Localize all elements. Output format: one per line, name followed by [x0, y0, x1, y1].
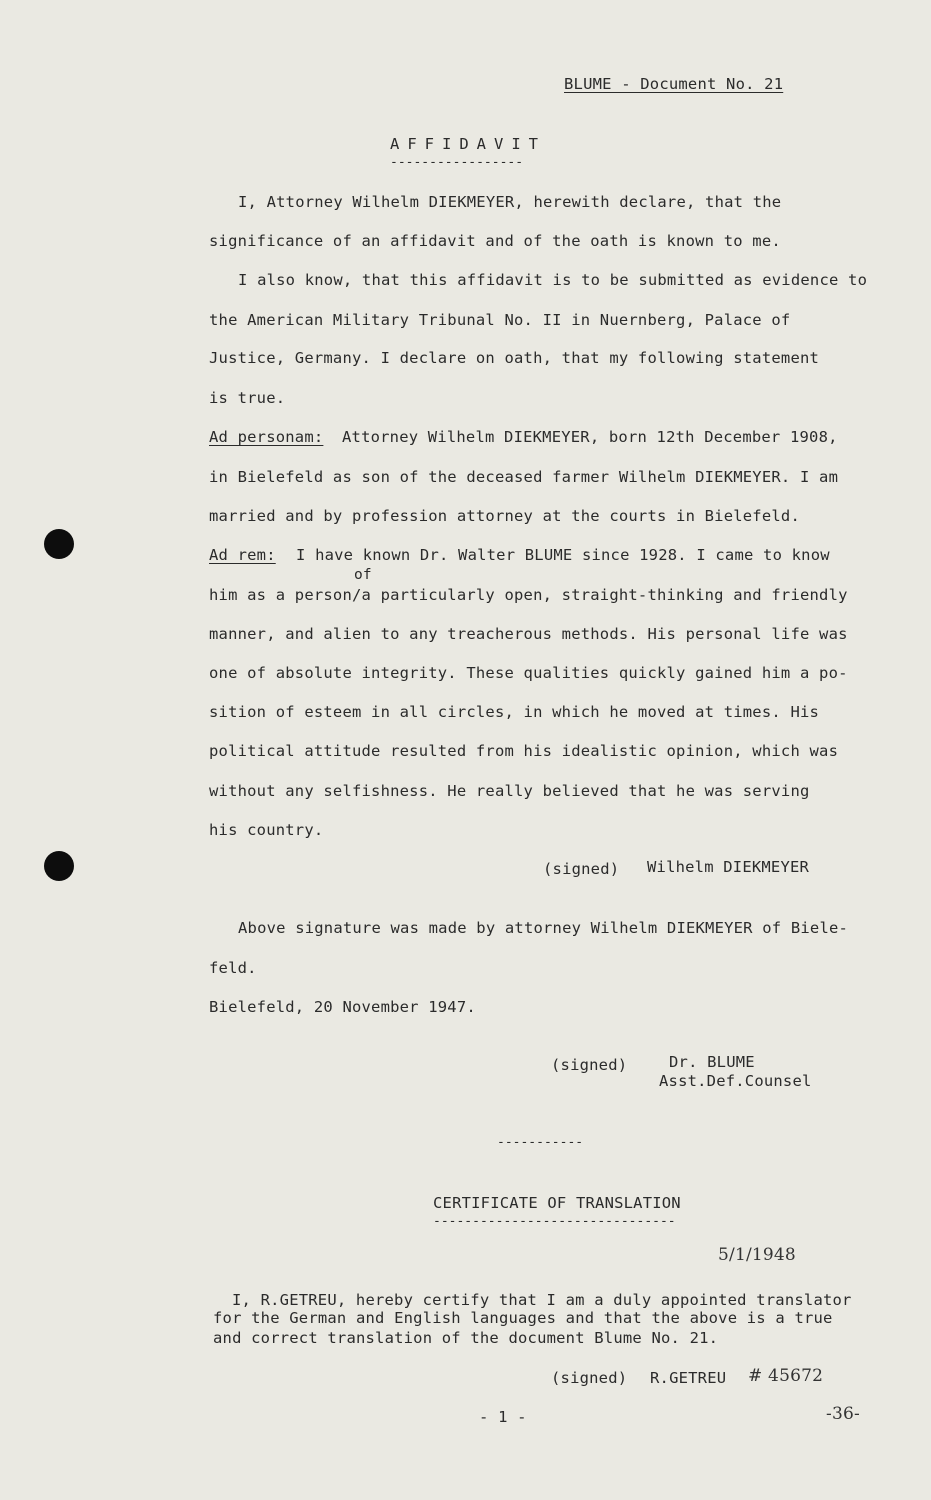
ad-personam-line-2: in Bielefeld as son of the deceased farmer Wilhelm DIEKMEYER. I am — [209, 468, 839, 486]
affidavit-line-1: I, Attorney Wilhelm DIEKMEYER, herewith declare, that the — [238, 193, 782, 211]
punch-hole-lower — [44, 851, 74, 881]
affiant-signature: Wilhelm DIEKMEYER — [647, 858, 810, 876]
certifier-signed-label: (signed) — [551, 1056, 628, 1074]
affiant-signed-label: (signed) — [543, 860, 620, 878]
inserted-word: of — [354, 567, 372, 583]
affidavit-line-4: the American Military Tribunal No. II in Nuernberg, Palace of — [209, 311, 791, 329]
affidavit-line-5: Justice, Germany. I declare on oath, that my following statement — [209, 349, 820, 367]
page-number: - 1 - — [479, 1408, 527, 1426]
ad-rem-line-4: one of absolute integrity. These qualities quickly gained him a po- — [209, 664, 848, 682]
section-separator: ----------- — [497, 1135, 584, 1150]
ad-personam-line-3: married and by profession attorney at the courts in Bielefeld. — [209, 507, 800, 525]
ad-rem-line-7: without any selfishness. He really believed that he was serving — [209, 782, 810, 800]
affidavit-line-2: significance of an affidavit and of the oath is known to me. — [209, 232, 781, 250]
translation-line-3: and correct translation of the document Blume No. 21. — [213, 1329, 719, 1347]
ad-rem-line-6: political attitude resulted from his idealistic opinion, which was — [209, 742, 839, 760]
affidavit-line-6: is true. — [209, 389, 286, 407]
punch-hole-upper — [44, 529, 74, 559]
affidavit-line-3: I also know, that this affidavit is to be submitted as evidence to — [238, 271, 868, 289]
certification-line-1: Above signature was made by attorney Wilhelm DIEKMEYER of Biele- — [238, 919, 849, 937]
place-and-date: Bielefeld, 20 November 1947. — [209, 998, 476, 1016]
ad-rem-label: Ad rem: — [209, 546, 276, 564]
document-reference: BLUME - Document No. 21 — [564, 75, 784, 93]
translator-name: R.GETREU — [650, 1369, 727, 1387]
translator-number: # 45672 — [748, 1366, 824, 1386]
certification-line-2: feld. — [209, 959, 257, 977]
ad-personam-line-1: Attorney Wilhelm DIEKMEYER, born 12th December 1908, — [342, 428, 838, 446]
translator-signed-label: (signed) — [551, 1369, 628, 1387]
ad-rem-line-5: sition of esteem in all circles, in which he moved at times. His — [209, 703, 820, 721]
translation-line-1: I, R.GETREU, hereby certify that I am a duly appointed translator — [232, 1291, 852, 1309]
certifier-title: Asst.Def.Counsel — [659, 1072, 812, 1090]
ad-rem-line-1: I have known Dr. Walter BLUME since 1928. I came to know — [296, 546, 830, 564]
translation-certificate-title: CERTIFICATE OF TRANSLATION — [433, 1194, 681, 1212]
ad-rem-line-8: his country. — [209, 821, 324, 839]
ad-rem-line-2: him as a person/a particularly open, straight-thinking and friendly — [209, 586, 848, 604]
translation-date: 5/1/1948 — [718, 1245, 796, 1265]
affidavit-title: AFFIDAVIT — [390, 135, 546, 153]
translation-title-underline: ------------------------------- — [433, 1214, 676, 1229]
sheet-number: -36- — [826, 1404, 860, 1424]
affidavit-title-underline: ----------------- — [390, 155, 524, 170]
ad-personam-label: Ad personam: — [209, 428, 324, 446]
translation-line-2: for the German and English languages and that the above is a true — [213, 1309, 833, 1327]
certifier-name: Dr. BLUME — [669, 1053, 755, 1071]
ad-rem-line-3: manner, and alien to any treacherous methods. His personal life was — [209, 625, 848, 643]
